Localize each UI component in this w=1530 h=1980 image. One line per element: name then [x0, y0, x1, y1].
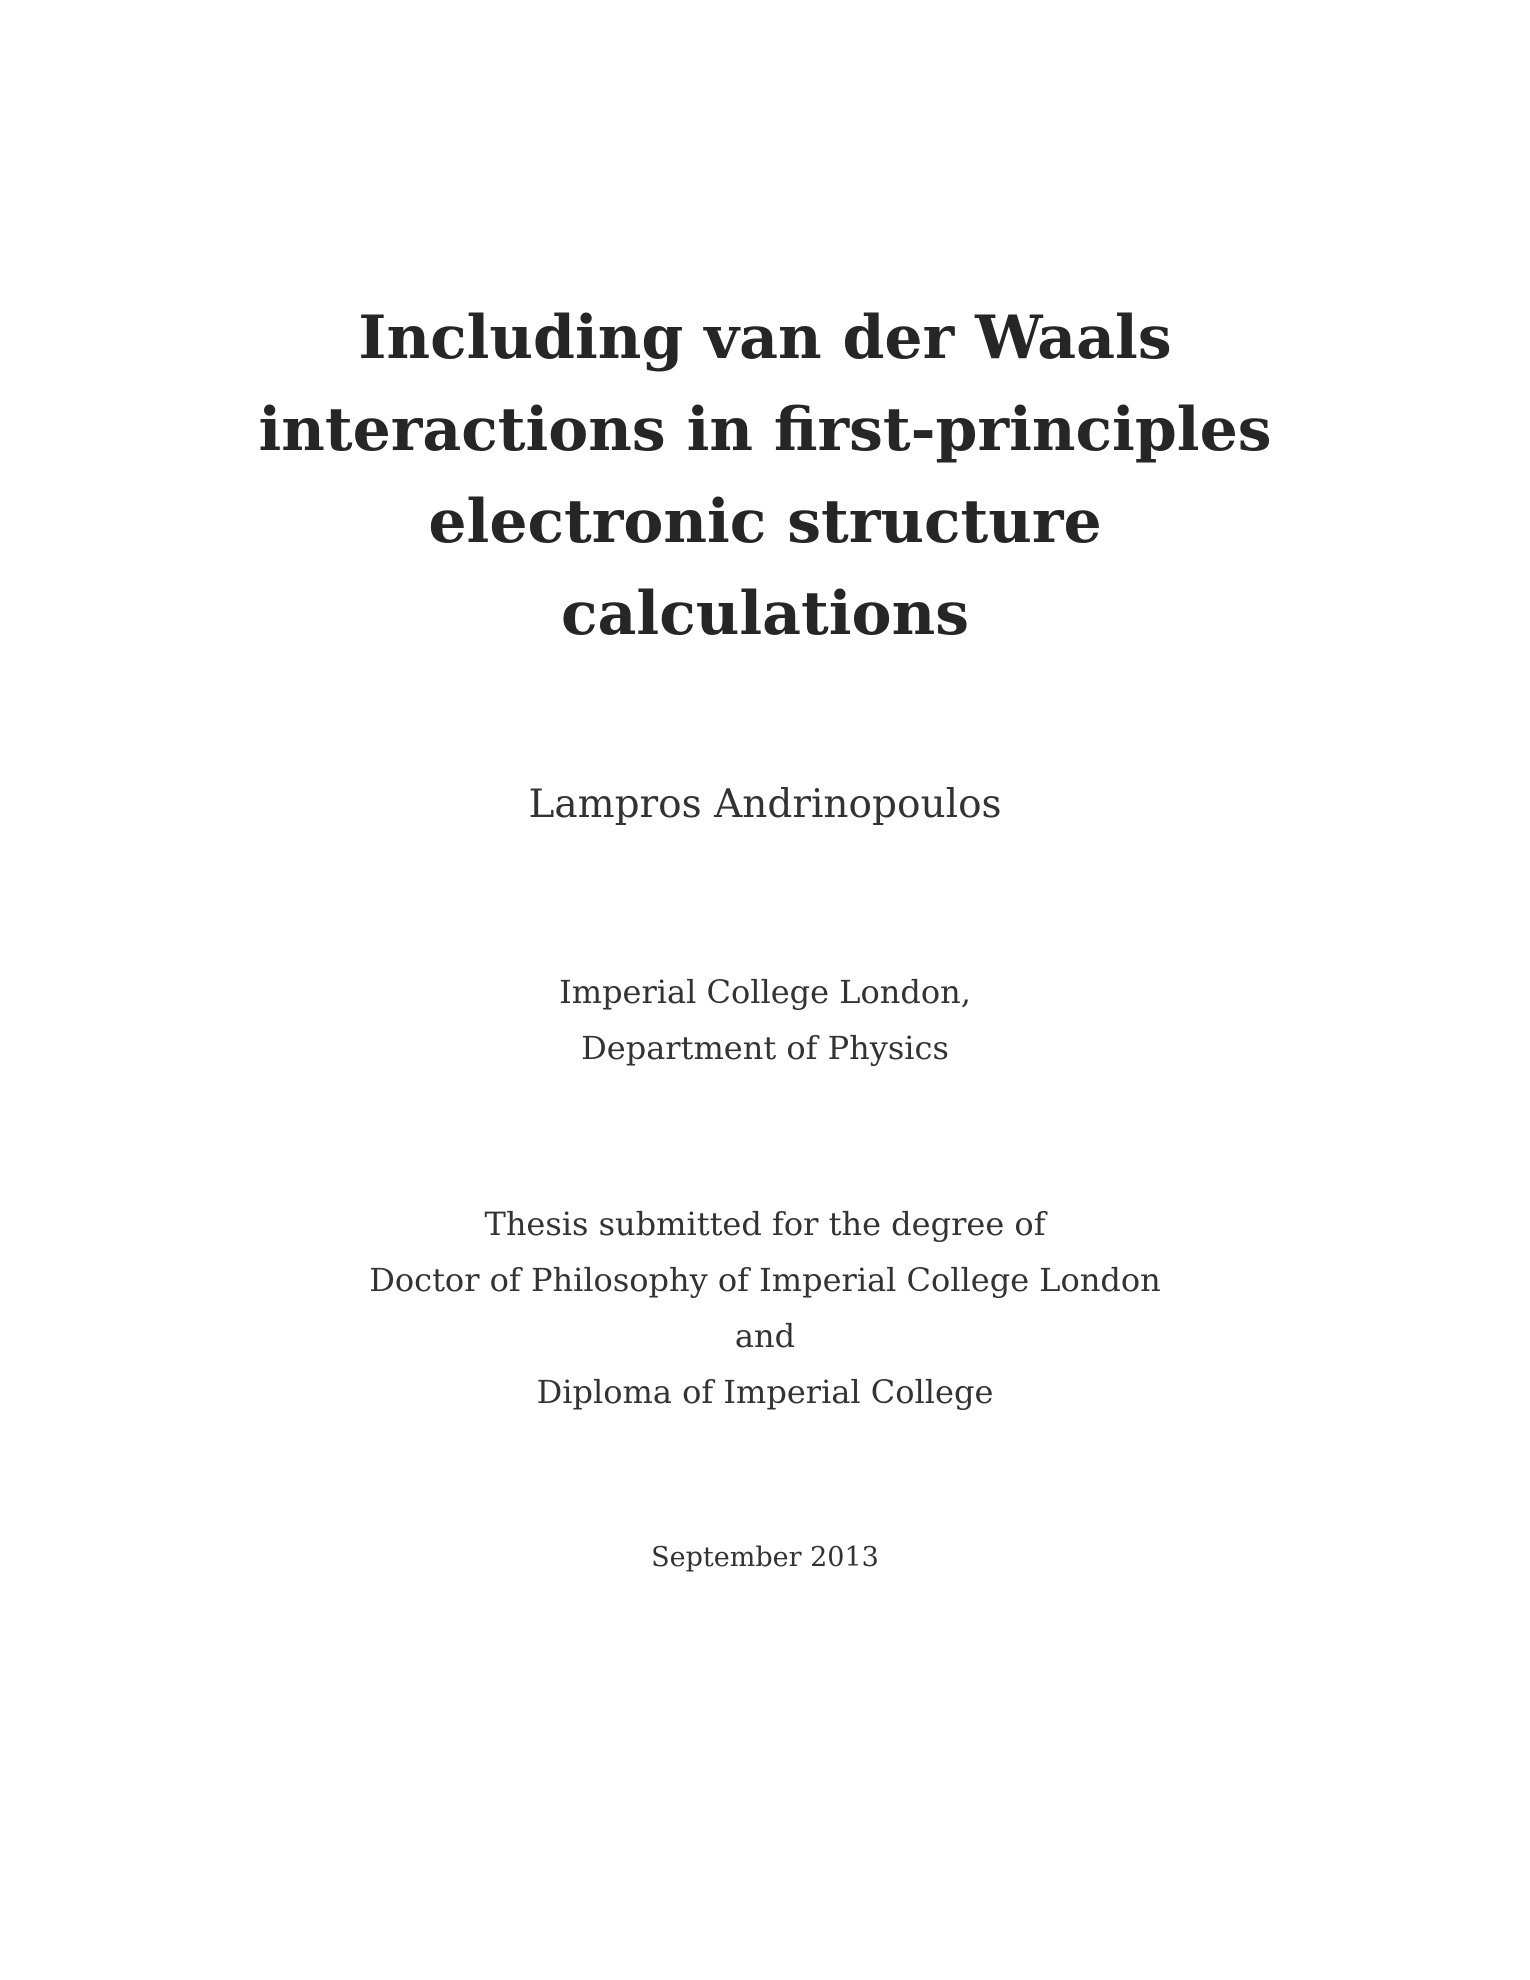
- author-name: Lampros Andrinopoulos: [528, 782, 1002, 827]
- affiliation-line: Imperial College London,: [559, 973, 971, 1011]
- affiliation-line: Department of Physics: [581, 1029, 949, 1067]
- degree-statement: [0, 1196, 1530, 1420]
- degree-line: Doctor of Philosophy of Imperial College London: [369, 1261, 1161, 1299]
- degree-line: Diploma of Imperial College: [536, 1373, 994, 1411]
- title-line: calculations: [561, 579, 969, 649]
- title-line: electronic structure: [428, 487, 1102, 557]
- title-line: Including van der Waals: [358, 303, 1172, 373]
- degree-line: and: [734, 1317, 796, 1355]
- degree-line: Thesis submitted for the degree of: [484, 1205, 1046, 1243]
- submission-date: September 2013: [651, 1542, 879, 1573]
- affiliation: [0, 964, 1530, 1076]
- title-line: interactions in first-principles: [258, 395, 1272, 465]
- thesis-title: [0, 292, 1530, 660]
